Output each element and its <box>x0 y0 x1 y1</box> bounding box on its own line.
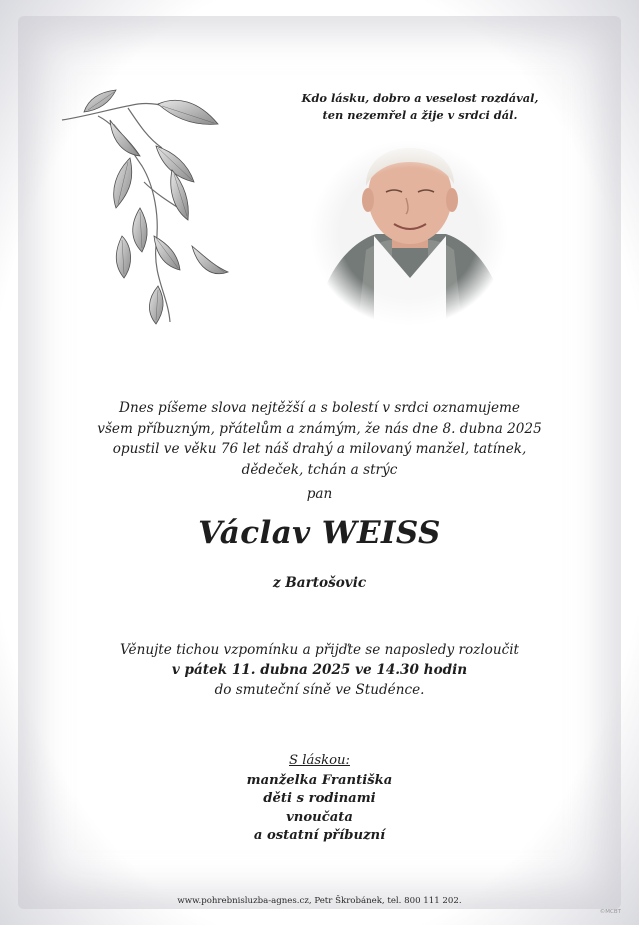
printer-mark: ©MCBT <box>599 909 621 915</box>
announcement-line-3: opustil ve věku 76 let náš drahý a milovaný manžel, tatínek, <box>112 441 527 457</box>
motto-line-2: ten nezemřel a žije v srdci dál. <box>322 108 518 122</box>
funeral-line-1: Věnujte tichou vzpomínku a přijďte se naposledy rozloučit <box>119 642 520 658</box>
announcement-line-1: Dnes píšeme slova nejtěžší a s bolestí v srdci oznamujeme <box>119 400 520 416</box>
motto-line-1: Kdo lásku, dobro a veselost rozdával, <box>301 91 539 105</box>
funeral-info <box>0 640 639 700</box>
motto <box>300 90 540 124</box>
deceased-name: Václav WEISS <box>198 515 441 551</box>
signature-block <box>0 752 639 846</box>
honorific: pan <box>306 486 333 502</box>
signature-name: manželka Františka <box>246 772 393 788</box>
funeral-place: do smuteční síně ve Studénce. <box>214 682 425 698</box>
signature-name: děti s rodinami <box>263 791 376 806</box>
signature-name: a ostatní příbuzní <box>253 828 386 843</box>
announcement-text <box>0 398 639 480</box>
deceased-origin: z Bartošovic <box>272 575 367 591</box>
funeral-date-time: v pátek 11. dubna 2025 ve 14.30 hodin <box>171 662 468 678</box>
signature-name: vnoučata <box>286 809 353 825</box>
footer-contact: www.pohrebnisluzba-agnes.cz, Petr Škrobánek, tel. 800 111 202. <box>177 896 462 906</box>
announcement-line-4: dědeček, tchán a strýc <box>241 461 398 478</box>
portrait-photo <box>306 140 512 326</box>
signature-heading: S láskou: <box>289 753 350 768</box>
birch-branch-icon <box>58 86 238 336</box>
announcement-line-2: všem příbuzným, přátelům a známým, že nás dne 8. dubna 2025 <box>97 420 542 437</box>
